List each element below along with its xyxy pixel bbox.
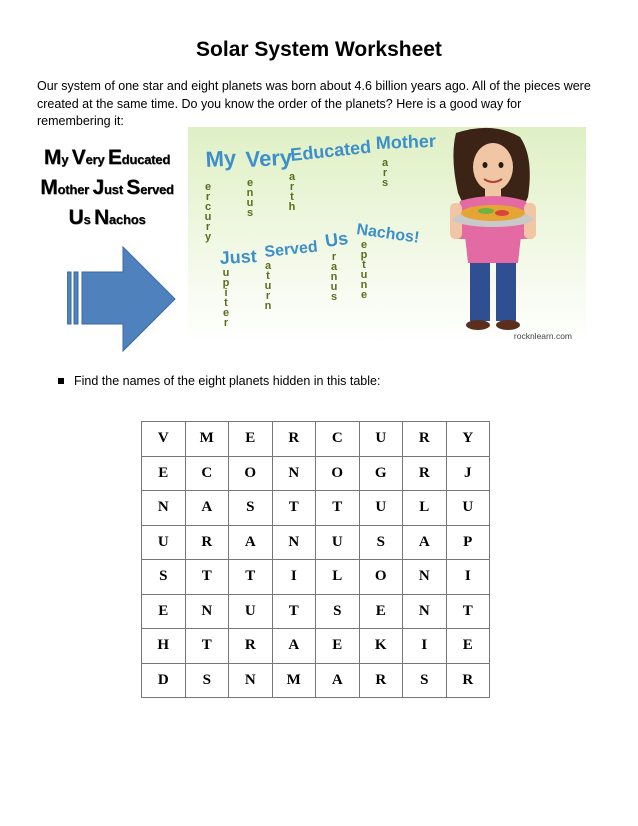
- grid-cell: E: [359, 594, 403, 629]
- planet-venus: enus: [244, 177, 256, 217]
- mnemonic-cap: M: [43, 146, 62, 169]
- grid-cell: O: [316, 456, 360, 491]
- grid-cell: N: [403, 594, 447, 629]
- grid-cell: A: [229, 525, 273, 560]
- grid-cell: U: [229, 594, 273, 629]
- grid-cell: T: [272, 491, 316, 526]
- grid-row: [142, 491, 490, 526]
- illustration-art: [188, 127, 586, 345]
- grid-cell: R: [403, 422, 447, 457]
- planet-mercury: ercury: [202, 181, 214, 241]
- mnemonic-cap: J: [92, 176, 104, 199]
- grid-cell: D: [142, 663, 186, 698]
- image-credit: rocknlearn.com: [513, 331, 572, 341]
- mnemonic-rest: y: [61, 152, 72, 167]
- grid-cell: E: [446, 629, 490, 664]
- grid-cell: A: [272, 629, 316, 664]
- instruction-text: Find the names of the eight planets hidden in this table:: [74, 374, 381, 388]
- grid-cell: K: [359, 629, 403, 664]
- grid-cell: H: [142, 629, 186, 664]
- grid-row: [142, 560, 490, 595]
- grid-cell: E: [229, 422, 273, 457]
- grid-cell: S: [403, 663, 447, 698]
- mnemonic-cap: V: [71, 146, 86, 169]
- grid-cell: S: [359, 525, 403, 560]
- grid-cell: T: [446, 594, 490, 629]
- planet-saturn: aturn: [262, 260, 274, 310]
- grid-cell: N: [185, 594, 229, 629]
- word-served: Served: [263, 238, 319, 261]
- intro-paragraph: Our system of one star and eight planets was born about 4.6 billion years ago. All of the pieces were created at the same time. Do you know the order of the planets? Here is a good way for remembering it:: [37, 79, 591, 128]
- grid-row: [142, 422, 490, 457]
- grid-row: [142, 525, 490, 560]
- grid-cell: I: [272, 560, 316, 595]
- word-mother: Mother: [375, 130, 437, 153]
- grid-cell: E: [142, 594, 186, 629]
- mnemonic-rest: ery: [85, 152, 108, 167]
- mnemonic-text: [34, 143, 180, 233]
- planet-jupiter: upiter: [220, 267, 232, 327]
- planet-earth: arth: [286, 171, 298, 211]
- grid-cell: U: [142, 525, 186, 560]
- grid-cell: E: [142, 456, 186, 491]
- planet-uranus: ranus: [328, 251, 340, 301]
- mnemonic-rest: erved: [140, 182, 174, 197]
- grid-cell: T: [185, 560, 229, 595]
- mnemonic-cap: N: [93, 206, 109, 229]
- grid-cell: S: [316, 594, 360, 629]
- grid-cell: T: [316, 491, 360, 526]
- word-us: Us: [323, 227, 350, 251]
- grid-cell: E: [316, 629, 360, 664]
- grid-cell: P: [446, 525, 490, 560]
- word-educated: Educated: [289, 136, 373, 165]
- word-search-grid: [141, 421, 490, 698]
- grid-cell: T: [272, 594, 316, 629]
- planet-neptune: eptune: [358, 239, 370, 299]
- grid-cell: N: [272, 525, 316, 560]
- grid-cell: I: [446, 560, 490, 595]
- grid-cell: U: [446, 491, 490, 526]
- grid-cell: R: [229, 629, 273, 664]
- grid-cell: A: [185, 491, 229, 526]
- grid-cell: L: [403, 491, 447, 526]
- grid-cell: R: [403, 456, 447, 491]
- arrow-right-icon: [67, 246, 177, 352]
- grid-cell: A: [316, 663, 360, 698]
- grid-cell: O: [229, 456, 273, 491]
- mnemonic-rest: ducated: [121, 152, 171, 167]
- word-my: My: [204, 145, 237, 172]
- grid-cell: A: [403, 525, 447, 560]
- page-title: Solar System Worksheet: [196, 38, 442, 61]
- mnemonic-line-2: [34, 173, 180, 203]
- woman-figure: [450, 128, 536, 330]
- grid-cell: C: [185, 456, 229, 491]
- grid-row: [142, 663, 490, 698]
- grid-cell: R: [185, 525, 229, 560]
- grid-cell: N: [142, 491, 186, 526]
- grid-cell: R: [359, 663, 403, 698]
- grid-cell: T: [185, 629, 229, 664]
- grid-cell: S: [229, 491, 273, 526]
- mnemonic-cap: M: [40, 176, 58, 199]
- grid-row: [142, 629, 490, 664]
- bullet-icon: [58, 378, 64, 384]
- planet-mars: ars: [379, 157, 391, 187]
- word-very: Very: [244, 144, 293, 172]
- grid-cell: I: [403, 629, 447, 664]
- word-nachos: Nachos!: [355, 221, 421, 247]
- mnemonic-cap: U: [68, 206, 84, 229]
- mnemonic-illustration: [188, 127, 586, 345]
- mnemonic-rest: achos: [108, 212, 146, 227]
- grid-cell: Y: [446, 422, 490, 457]
- word-just: Just: [219, 246, 258, 268]
- grid-cell: R: [446, 663, 490, 698]
- grid-cell: L: [316, 560, 360, 595]
- mnemonic-rest: s: [83, 212, 94, 227]
- grid-cell: N: [272, 456, 316, 491]
- grid-cell: R: [272, 422, 316, 457]
- grid-cell: J: [446, 456, 490, 491]
- mnemonic-rest: ust: [103, 182, 127, 197]
- mnemonic-rest: other: [57, 182, 93, 197]
- grid-cell: M: [272, 663, 316, 698]
- grid-cell: N: [403, 560, 447, 595]
- grid-cell: U: [359, 422, 403, 457]
- grid-cell: O: [359, 560, 403, 595]
- grid-cell: S: [185, 663, 229, 698]
- mnemonic-cap: E: [107, 146, 122, 169]
- grid-cell: T: [229, 560, 273, 595]
- grid-row: [142, 594, 490, 629]
- mnemonic-line-1: [34, 143, 180, 173]
- grid-cell: M: [185, 422, 229, 457]
- mnemonic-cap: S: [126, 176, 141, 199]
- grid-cell: U: [316, 525, 360, 560]
- grid-row: [142, 456, 490, 491]
- grid-cell: C: [316, 422, 360, 457]
- mnemonic-line-3: [34, 203, 180, 233]
- grid-cell: G: [359, 456, 403, 491]
- grid-cell: U: [359, 491, 403, 526]
- grid-cell: V: [142, 422, 186, 457]
- grid-cell: N: [229, 663, 273, 698]
- grid-cell: S: [142, 560, 186, 595]
